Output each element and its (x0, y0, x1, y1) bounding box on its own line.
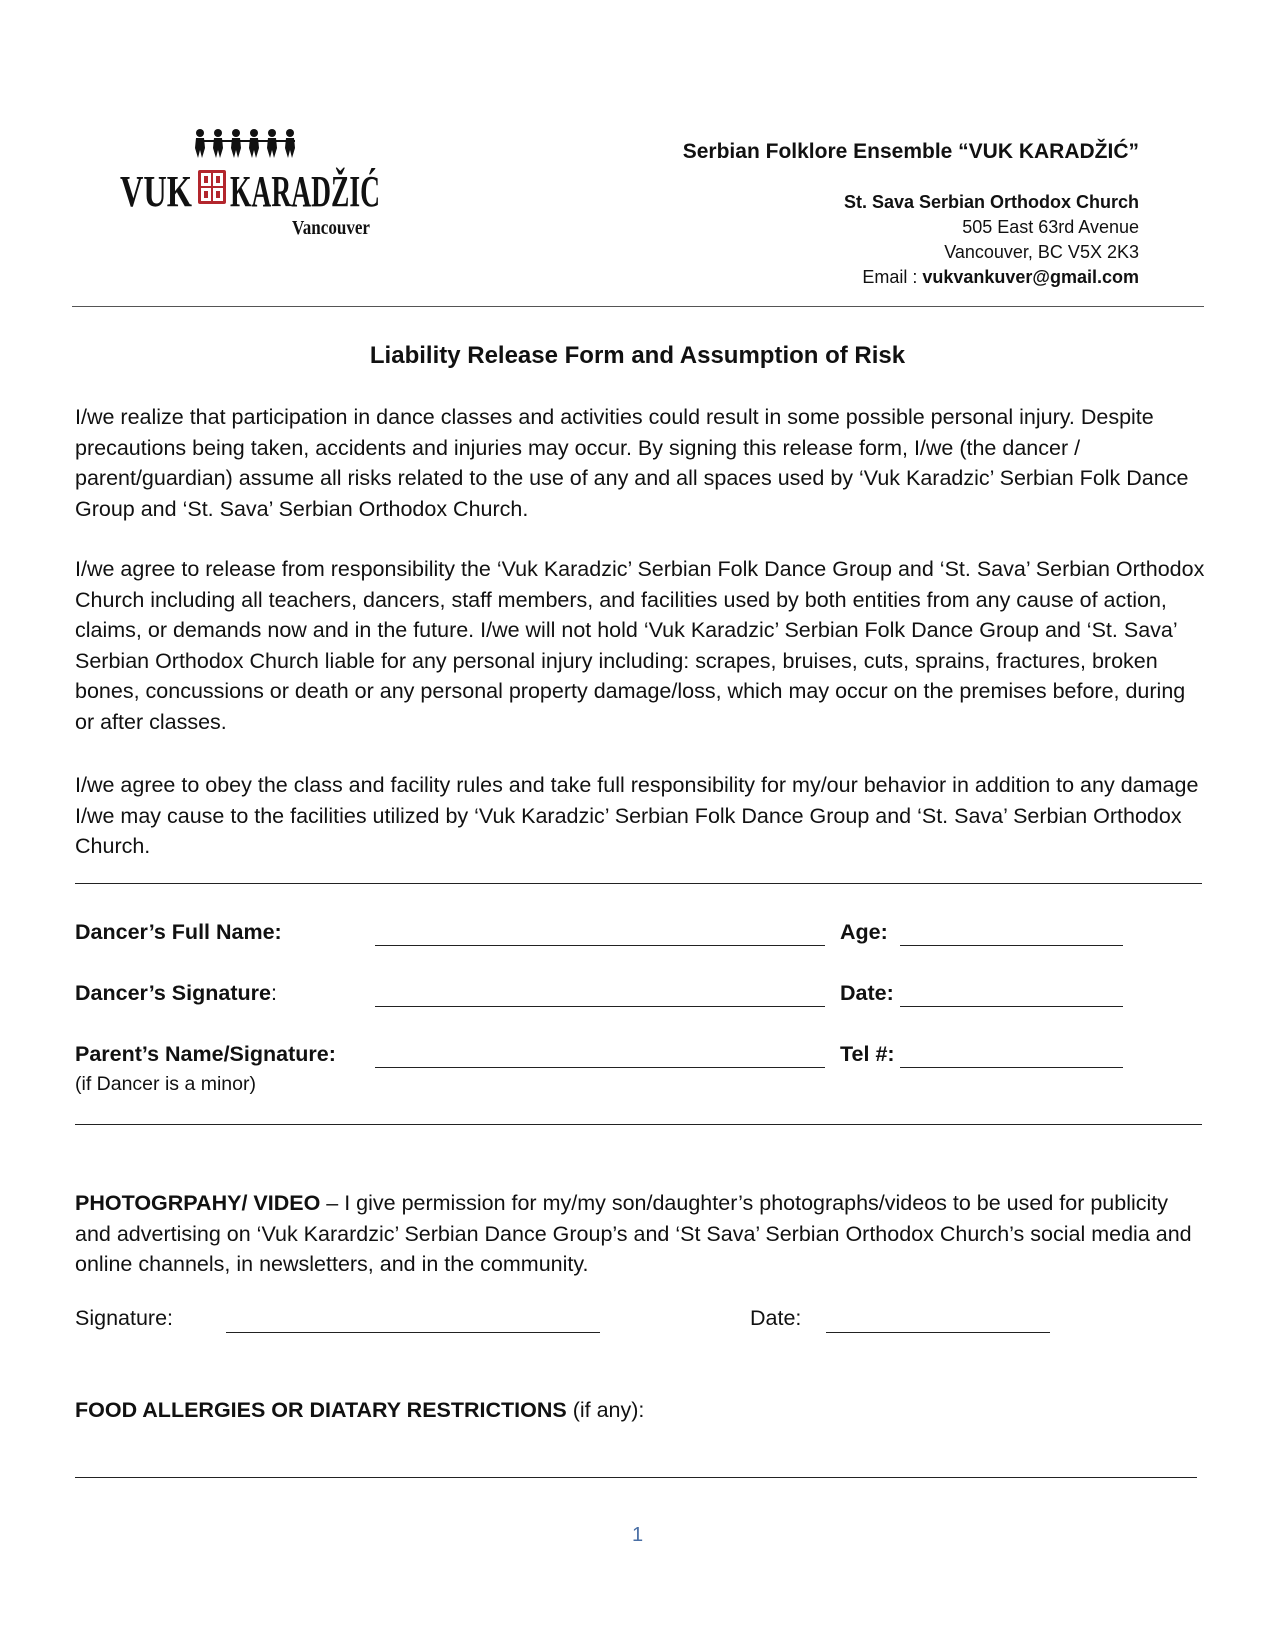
logo-wordmark-left: VUK (120, 167, 192, 216)
email-label: Email : (862, 267, 923, 287)
org-name: Serbian Folklore Ensemble “VUK KARADŽIĆ” (682, 140, 1139, 163)
logo-city: Vancouver (292, 217, 371, 239)
food-heading: FOOD ALLERGIES OR DIATARY RESTRICTIONS (75, 1398, 567, 1422)
age-field[interactable] (900, 945, 1123, 946)
page-title: Liability Release Form and Assumption of Risk (369, 342, 906, 369)
dancer-signature-label (75, 981, 277, 1006)
parent-signature-label: Parent’s Name/Signature: (75, 1042, 336, 1066)
dancer-name-label: Dancer’s Full Name: (75, 920, 282, 944)
photo-date-field[interactable] (826, 1332, 1050, 1333)
food-suffix: (if any): (566, 1398, 645, 1422)
date-field[interactable] (900, 1006, 1123, 1007)
city-address: Vancouver, BC V5X 2K3 (944, 242, 1139, 262)
serbian-cross-shield-icon (198, 170, 226, 204)
section-divider (75, 1124, 1202, 1125)
paragraph-rules: I/we agree to obey the class and facility rules and take full responsibility for my/our behavior in addition to any damage I/we may cause to the facilities utilized by ‘Vuk Karadzic’ Serbian Folk Dance Group and ‘St. Sava’ Serbian Orthodox Church. (75, 773, 1199, 858)
photo-consent-paragraph (75, 1188, 1205, 1280)
parent-note: (if Dancer is a minor) (75, 1073, 256, 1095)
food-allergies-field[interactable] (75, 1477, 1197, 1478)
dancer-name-field[interactable] (375, 945, 825, 946)
age-label: Age: (840, 920, 888, 944)
photo-date-label: Date: (750, 1306, 802, 1330)
food-allergies-label (75, 1398, 644, 1423)
address-block (844, 190, 1139, 290)
paragraph-risk: I/we realize that participation in dance classes and activities could result in some possible personal injury. Despite precautions being taken, accidents and injuries may occur. By signing this release form, I/we (the dancer / parent/guardian) assume all risks related to the use of any and all spaces used by ‘Vuk Karadzic’ Serbian Folk Dance Group and ‘St. Sava’ Serbian Orthodox Church. (75, 405, 1189, 521)
street-address: 505 East 63rd Avenue (962, 217, 1139, 237)
date-label: Date: (840, 981, 894, 1005)
vuk-karadzic-logo (120, 128, 400, 248)
tel-label: Tel #: (840, 1042, 895, 1066)
dancer-signature-label-text: Dancer’s Signature (75, 981, 271, 1005)
church-name: St. Sava Serbian Orthodox Church (843, 192, 1139, 212)
header-divider (72, 306, 1204, 307)
dancer-signature-field[interactable] (375, 1006, 825, 1007)
photo-consent-text: – I give permission for my/my son/daughter’s photographs/videos to be used for publicity and advertising on ‘Vuk Karardzic’ Serbian Dance Group’s and ‘St Sava’ Serbian Orthodox Church’s social media and online channels, in newsletters, and in the community. (75, 1191, 1192, 1276)
page-number: 1 (631, 1524, 644, 1546)
logo-wordmark-right: KARADŽIĆ (230, 167, 380, 216)
email-address[interactable]: vukvankuver@gmail.com (922, 267, 1139, 287)
photo-signature-label: Signature: (75, 1306, 174, 1330)
photo-heading: PHOTOGRPAHY/ VIDEO (75, 1191, 321, 1215)
email-line (844, 265, 1139, 290)
parent-signature-field[interactable] (375, 1067, 825, 1068)
section-divider (75, 883, 1202, 884)
tel-field[interactable] (900, 1067, 1123, 1068)
paragraph-release: I/we agree to release from responsibility the ‘Vuk Karadzic’ Serbian Folk Dance Group and ‘St. Sava’ Serbian Orthodox Church including all teachers, dancers, staff members, and facilities used by both entities from any cause of action, claims, or demands now and in the future. I/we will not hold ‘Vuk Karadzic’ Serbian Folk Dance Group and ‘St. Sava’ Serbian Orthodox Church liable for any personal injury including: scrapes, bruises, cuts, sprains, fractures, broken bones, concussions or death or any personal property damage/loss, which may occur on the premises before, during or after classes. (75, 557, 1205, 734)
dancers-icon (195, 129, 295, 158)
photo-signature-field[interactable] (226, 1332, 600, 1333)
dancer-signature-colon: : (270, 981, 277, 1005)
